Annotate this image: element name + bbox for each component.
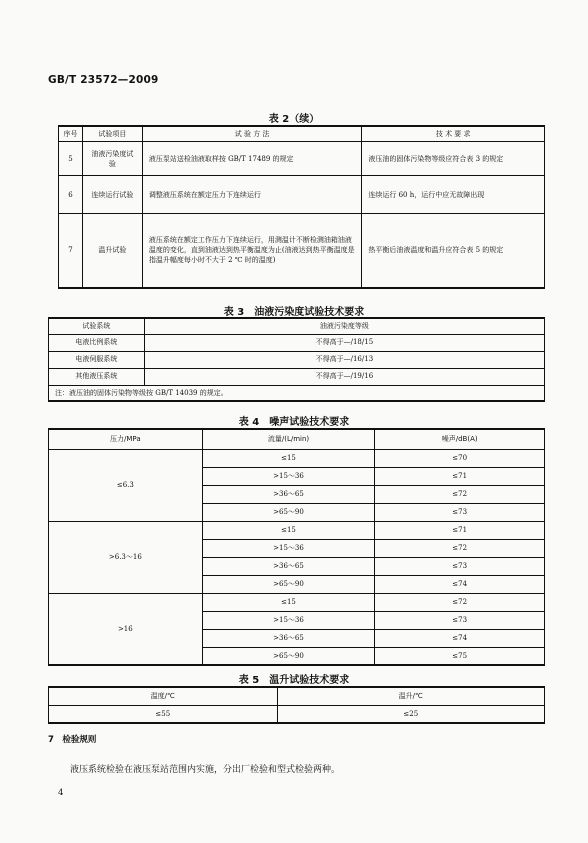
table-row — [49, 521, 545, 539]
row-req: 热平衡后油液温度和温升应符合表 5 的规定 — [362, 214, 545, 288]
table3-header-system: 试验系统 — [49, 318, 145, 334]
flow-cell: ≤15 — [202, 521, 375, 539]
table4-header-flow: 流量/(L/min) — [202, 429, 375, 449]
table5-header-temp: 温度/℃ — [49, 687, 278, 705]
row-no: 7 — [59, 214, 83, 288]
section-paragraph: 液压系统检验在液压泵站范围内实施，分出厂检验和型式检验两种。 — [70, 765, 341, 775]
table-row — [59, 142, 545, 176]
table5-header-row — [49, 687, 545, 705]
table4-header-pressure: 压力/MPa — [49, 429, 203, 449]
noise-cell: ≤72 — [375, 593, 545, 611]
row-method: 调整液压系统在额定压力下连续运行 — [142, 176, 362, 214]
row-grade: 不得高于—/19/16 — [144, 368, 544, 385]
table5 — [48, 686, 545, 724]
row-req: 连续运行 60 h，运行中应无故障出现 — [362, 176, 545, 214]
noise-cell: ≤74 — [375, 629, 545, 647]
flow-cell: >15～36 — [202, 539, 375, 557]
row-system: 电液比例系统 — [49, 334, 145, 351]
row-item: 油液污染度试验 — [82, 142, 142, 176]
row-no: 6 — [59, 176, 83, 214]
row-grade: 不得高于—/16/13 — [144, 351, 544, 368]
rise-cell: ≤25 — [277, 705, 544, 723]
table3-header-row — [49, 318, 545, 334]
flow-cell: >65～90 — [202, 503, 375, 521]
table-row — [49, 351, 545, 368]
table2-header-row — [59, 126, 545, 142]
flow-cell: >36～65 — [202, 629, 375, 647]
noise-cell: ≤72 — [375, 485, 545, 503]
flow-cell: >65～90 — [202, 647, 375, 665]
table5-header-rise: 温升/℃ — [277, 687, 544, 705]
pressure-cell: ≤6.3 — [49, 449, 203, 521]
row-system: 其他液压系统 — [49, 368, 145, 385]
table2-caption: 表 2（续） — [268, 114, 320, 125]
table-row — [49, 449, 545, 467]
table-row — [49, 334, 545, 351]
standard-number: GB/T 23572—2009 — [48, 74, 159, 86]
table-row — [59, 176, 545, 214]
noise-cell: ≤74 — [375, 575, 545, 593]
flow-cell: >36～65 — [202, 557, 375, 575]
table3-note-row — [49, 385, 545, 401]
temp-cell: ≤55 — [49, 705, 278, 723]
noise-cell: ≤72 — [375, 539, 545, 557]
page-number: 4 — [58, 788, 64, 798]
flow-cell: >65～90 — [202, 575, 375, 593]
flow-cell: ≤15 — [202, 449, 375, 467]
table5-caption: 表 5 温升试验技术要求 — [238, 675, 350, 686]
table4-caption: 表 4 噪声试验技术要求 — [238, 417, 350, 428]
table-row — [49, 368, 545, 385]
noise-cell: ≤71 — [375, 521, 545, 539]
table3-caption: 表 3 油液污染度试验技术要求 — [223, 307, 365, 318]
table-row — [49, 593, 545, 611]
table3 — [48, 317, 545, 402]
flow-cell: >15～36 — [202, 611, 375, 629]
table2-header-no: 序号 — [59, 126, 83, 142]
row-req: 液压油的固体污染物等级应符合表 3 的规定 — [362, 142, 545, 176]
row-system: 电液伺服系统 — [49, 351, 145, 368]
noise-cell: ≤75 — [375, 647, 545, 665]
row-item: 温升试验 — [82, 214, 142, 288]
noise-cell: ≤73 — [375, 503, 545, 521]
table-row — [59, 214, 545, 288]
table4-header-noise: 噪声/dB(A) — [375, 429, 545, 449]
table2-header-req: 技 术 要 求 — [362, 126, 545, 142]
row-no: 5 — [59, 142, 83, 176]
table2 — [58, 125, 545, 289]
noise-cell: ≤70 — [375, 449, 545, 467]
table4 — [48, 428, 545, 666]
flow-cell: >36～65 — [202, 485, 375, 503]
noise-cell: ≤73 — [375, 557, 545, 575]
section-heading: 7 检验规则 — [48, 735, 97, 745]
row-item: 连续运行试验 — [82, 176, 142, 214]
row-method: 液压泵站送检油液取样按 GB/T 17489 的规定 — [142, 142, 362, 176]
row-grade: 不得高于—/18/15 — [144, 334, 544, 351]
table3-note: 注：液压油的固体污染物等级按 GB/T 14039 的规定。 — [49, 385, 545, 401]
flow-cell: >15～36 — [202, 467, 375, 485]
table-row — [49, 705, 545, 723]
pressure-cell: >6.3～16 — [49, 521, 203, 593]
row-method: 液压系统在额定工作压力下连续运行，用测温计不断检测油箱油液温度的变化，直到油液达到热平衡温度为止(油液达到热平衡温度是指温升幅度每小时不大于 2 ℃ 时的温度) — [142, 214, 362, 288]
flow-cell: ≤15 — [202, 593, 375, 611]
table2-header-method: 试 验 方 法 — [142, 126, 362, 142]
table4-header-row — [49, 429, 545, 449]
pressure-cell: >16 — [49, 593, 203, 665]
noise-cell: ≤73 — [375, 611, 545, 629]
table2-header-item: 试验项目 — [82, 126, 142, 142]
table3-header-grade: 油液污染度等级 — [144, 318, 544, 334]
noise-cell: ≤71 — [375, 467, 545, 485]
